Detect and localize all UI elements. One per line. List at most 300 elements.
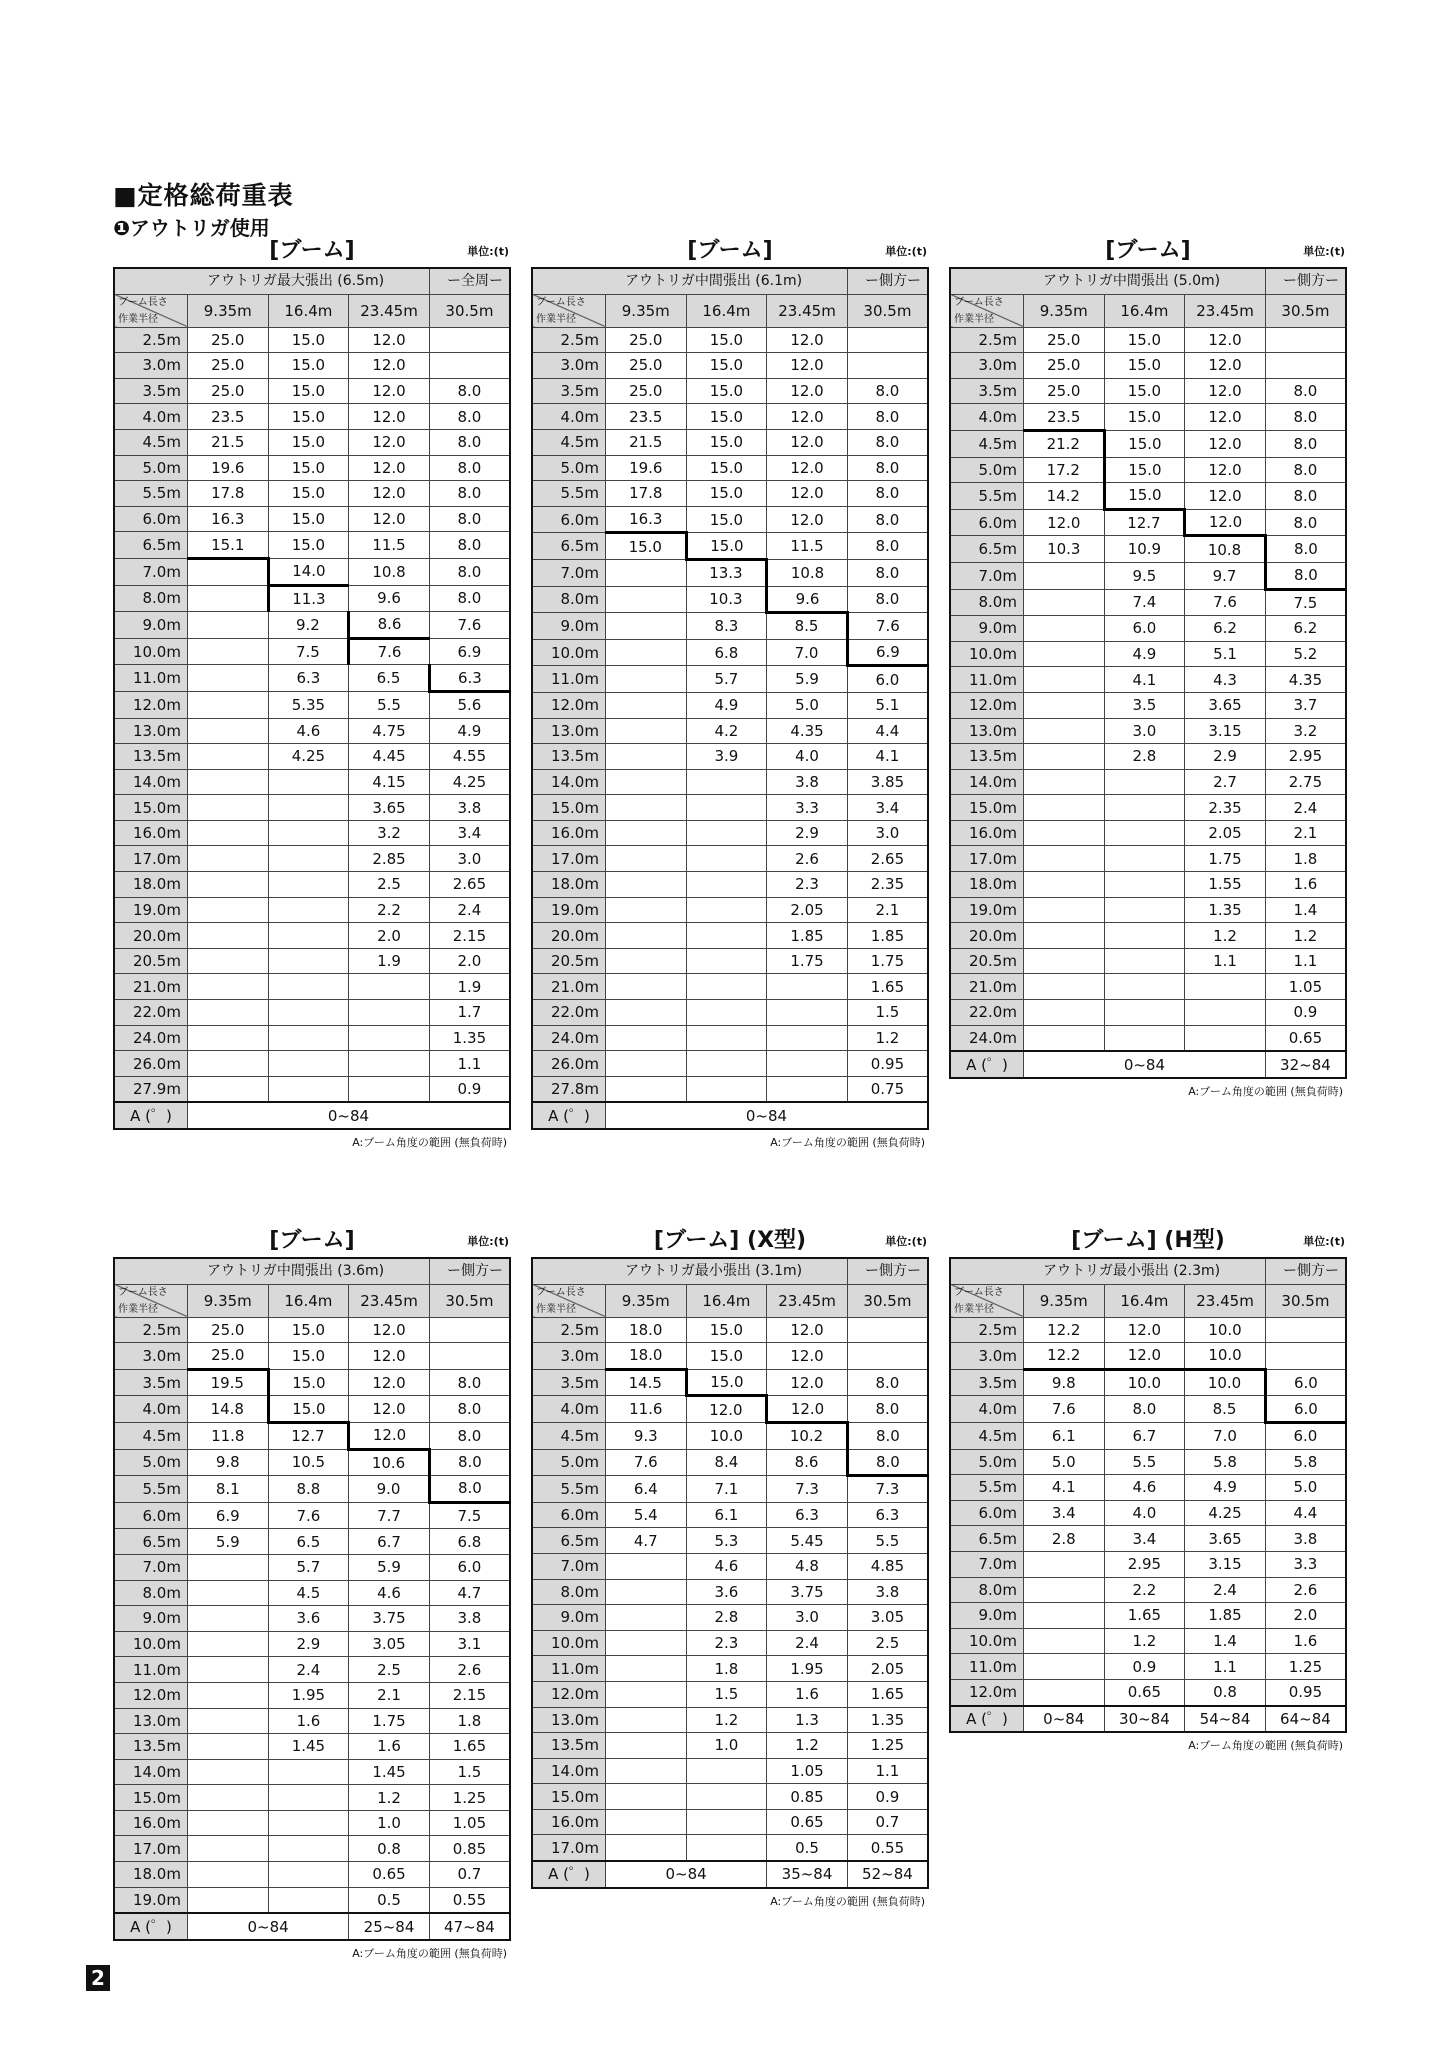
load-cell: 8.0 [1265,430,1346,457]
radius-cell: 22.0m [950,1000,1023,1026]
table-row [114,612,510,639]
table-row [114,1708,510,1734]
radius-cell: 3.5m [114,378,187,404]
load-cell: 15.0 [1104,353,1185,379]
radius-cell: 2.5m [950,1317,1023,1343]
load-cell: 7.0 [1185,1422,1266,1449]
load-table [531,1257,929,1889]
load-cell [349,1051,430,1077]
radius-cell: 19.0m [114,1887,187,1913]
table-row [950,641,1346,667]
load-cell: 1.75 [349,1708,430,1734]
load-cell: 1.85 [767,923,848,949]
radius-cell: 4.0m [532,404,605,430]
boom-length-header: 30.5m [1265,294,1346,327]
load-cell [605,639,686,666]
load-cell [847,1343,928,1370]
table-row [532,1051,928,1077]
table-row [114,353,510,379]
load-table-block-min-3.1m-x [531,1228,929,1909]
table-row [950,1603,1346,1629]
load-cell: 10.8 [1185,536,1266,563]
radius-cell: 4.0m [950,1396,1023,1423]
load-cell: 8.0 [847,404,928,430]
table-row [950,353,1346,379]
load-cell [686,1784,767,1810]
load-cell: 1.45 [268,1734,349,1760]
load-cell: 3.3 [767,795,848,821]
table-row [532,481,928,507]
load-cell: 4.0 [1104,1500,1185,1526]
load-cell [1023,872,1104,898]
radius-cell: 7.0m [532,559,605,586]
load-cell: 4.45 [349,744,430,770]
load-cell: 6.5 [349,665,430,692]
radius-cell: 2.5m [532,327,605,353]
load-cell: 3.05 [847,1605,928,1631]
load-cell: 0.85 [767,1784,848,1810]
load-cell [605,846,686,872]
load-cell: 2.5 [349,872,430,898]
angle-note: A:ブーム角度の範囲 (無負荷時) [352,1946,507,1960]
load-cell: 15.0 [686,455,767,481]
load-cell: 5.5 [847,1528,928,1554]
load-cell: 14.5 [605,1369,686,1396]
load-cell: 2.2 [1104,1577,1185,1603]
radius-cell: 13.0m [532,1707,605,1733]
load-cell: 1.2 [767,1733,848,1759]
load-cell: 7.6 [429,612,510,639]
load-cell: 0.9 [847,1784,928,1810]
load-cell: 6.7 [349,1529,430,1555]
load-cell: 12.0 [1104,1343,1185,1370]
unit-label: 単位:(t) [467,1235,509,1248]
load-cell: 3.0 [767,1605,848,1631]
load-cell: 25.0 [187,327,268,353]
load-cell: 15.0 [268,1343,349,1370]
load-cell: 15.0 [686,481,767,507]
radius-cell: 6.0m [114,506,187,532]
load-cell: 2.1 [1265,820,1346,846]
radius-cell: 3.0m [950,353,1023,379]
load-cell: 8.0 [429,1449,510,1476]
radius-cell: 3.0m [950,1343,1023,1370]
load-cell: 0.9 [1265,1000,1346,1026]
table-row [114,1025,510,1051]
load-cell: 10.0 [1185,1369,1266,1396]
load-cell [605,1656,686,1682]
table-row [114,1862,510,1888]
load-cell: 0.9 [429,1076,510,1102]
load-cell: 10.0 [1185,1317,1266,1343]
load-cell [187,585,268,612]
load-cell [605,1758,686,1784]
load-cell: 15.0 [268,506,349,532]
load-cell: 1.1 [1185,948,1266,974]
angle-note: A:ブーム角度の範囲 (無負荷時) [1188,1084,1343,1098]
load-cell: 1.35 [1185,897,1266,923]
load-cell [767,1076,848,1102]
load-cell: 12.0 [349,404,430,430]
table-row [114,974,510,1000]
radius-cell: 9.0m [114,1606,187,1632]
load-cell: 19.6 [605,455,686,481]
load-cell: 10.3 [686,586,767,613]
radius-cell: 7.0m [950,1551,1023,1577]
load-cell: 4.15 [349,769,430,795]
load-cell: 12.0 [686,1396,767,1423]
load-cell: 12.0 [349,429,430,455]
load-table [949,267,1347,1079]
load-cell: 3.2 [349,820,430,846]
load-cell [268,872,349,898]
load-cell: 5.7 [686,666,767,693]
load-cell: 8.3 [686,613,767,640]
load-cell: 15.0 [686,1343,767,1370]
table-row [950,1679,1346,1705]
load-cell: 6.3 [429,665,510,692]
radius-cell: 4.0m [114,404,187,430]
load-cell: 2.1 [847,897,928,923]
load-cell: 6.8 [686,639,767,666]
load-cell [349,1000,430,1026]
load-cell [187,1785,268,1811]
angle-range-cell: 0~84 [187,1913,348,1940]
boom-length-header: 16.4m [686,1284,767,1317]
load-cell: 1.4 [1265,897,1346,923]
table-row [532,795,928,821]
table-row [950,1422,1346,1449]
header-outrigger-row [532,1258,928,1284]
load-cell: 3.65 [1185,1526,1266,1552]
table-row [532,378,928,404]
load-cell: 12.0 [767,429,848,455]
load-cell [767,1000,848,1026]
radius-cell: 27.8m [532,1076,605,1102]
load-cell [605,923,686,949]
load-cell: 1.85 [1185,1603,1266,1629]
load-cell: 12.0 [349,506,430,532]
load-cell [268,1810,349,1836]
radius-cell: 20.5m [950,948,1023,974]
boom-title: [ブーム] (X型) [653,1228,807,1253]
load-cell: 4.75 [349,718,430,744]
angle-row [532,1102,928,1129]
load-cell [605,666,686,693]
table-row [950,769,1346,795]
load-cell: 14.0 [268,558,349,585]
load-cell [686,897,767,923]
load-cell [187,558,268,585]
load-cell: 4.6 [686,1553,767,1579]
corner-cell [532,1284,605,1317]
load-cell: 15.0 [268,404,349,430]
load-cell: 4.1 [1023,1475,1104,1501]
angle-row [532,1861,928,1888]
table-row [532,327,928,353]
load-cell: 12.7 [268,1422,349,1449]
radius-cell: 24.0m [950,1025,1023,1051]
load-table-block-mid-3.6m [113,1228,511,1961]
load-cell [187,872,268,898]
load-cell: 25.0 [187,378,268,404]
load-cell [605,1076,686,1102]
radius-cell: 2.5m [532,1317,605,1343]
section-title: ❶アウトリガ使用 [113,216,270,240]
load-cell: 2.0 [1265,1603,1346,1629]
load-cell [268,1025,349,1051]
radius-cell: 17.0m [114,1836,187,1862]
load-cell [686,846,767,872]
table-row [532,429,928,455]
load-cell: 14.2 [1023,483,1104,510]
load-cell [605,795,686,821]
table-row [114,897,510,923]
radius-cell: 17.0m [950,846,1023,872]
radius-cell: 8.0m [114,1580,187,1606]
load-cell: 1.75 [1185,846,1266,872]
load-cell: 25.0 [605,327,686,353]
load-cell: 8.0 [429,1422,510,1449]
load-cell: 7.3 [847,1476,928,1503]
load-cell: 7.3 [767,1476,848,1503]
load-cell: 4.9 [1185,1475,1266,1501]
load-cell [1104,974,1185,1000]
load-cell: 1.5 [686,1681,767,1707]
load-cell: 0.75 [847,1076,928,1102]
table-row [950,1343,1346,1370]
radius-cell: 6.0m [114,1502,187,1529]
table-row [114,455,510,481]
load-cell: 5.2 [1265,641,1346,667]
load-cell [1265,353,1346,379]
radius-cell: 13.5m [114,1734,187,1760]
load-cell: 10.5 [268,1449,349,1476]
load-cell: 5.0 [1265,1475,1346,1501]
table-row [114,769,510,795]
header-outrigger-row [114,268,510,294]
load-cell: 12.0 [767,1317,848,1343]
direction-label: ー側方ー [847,1258,928,1284]
load-cell: 8.0 [429,378,510,404]
outrigger-label: アウトリガ中間張出 (5.0m) [950,268,1265,294]
load-cell: 2.2 [349,897,430,923]
load-cell [187,665,268,692]
load-cell: 18.0 [605,1317,686,1343]
radius-cell: 9.0m [950,1603,1023,1629]
radius-cell: 16.0m [114,820,187,846]
boom-length-header: 30.5m [847,294,928,327]
radius-cell: 21.0m [114,974,187,1000]
load-cell [268,769,349,795]
load-cell: 5.7 [268,1554,349,1580]
load-cell [268,948,349,974]
table-row [532,1758,928,1784]
load-cell: 8.0 [847,1422,928,1449]
load-cell [1104,769,1185,795]
load-cell: 15.0 [686,353,767,379]
table-row [532,897,928,923]
load-cell: 1.05 [429,1810,510,1836]
load-cell: 1.2 [686,1707,767,1733]
boom-length-label: ブーム長さ [118,296,168,308]
load-cell [349,1025,430,1051]
load-cell: 2.4 [1265,795,1346,821]
load-cell [847,327,928,353]
load-cell [187,974,268,1000]
load-cell: 8.0 [847,1449,928,1476]
load-cell: 7.4 [1104,589,1185,616]
load-cell: 2.7 [1185,769,1266,795]
table-row [532,974,928,1000]
load-cell: 3.75 [767,1579,848,1605]
load-cell [1023,795,1104,821]
load-cell [605,1707,686,1733]
outrigger-label: アウトリガ最大張出 (6.5m) [114,268,429,294]
load-cell: 19.5 [187,1369,268,1396]
load-cell: 4.9 [429,718,510,744]
table-row [950,1654,1346,1680]
header-boom-row [950,1284,1346,1317]
load-cell [767,974,848,1000]
header-boom-row [114,294,510,327]
load-cell: 8.0 [429,455,510,481]
load-cell: 8.0 [1265,562,1346,589]
table-row [532,846,928,872]
load-cell: 1.5 [429,1759,510,1785]
load-cell: 25.0 [187,1343,268,1370]
load-cell: 2.9 [767,820,848,846]
radius-cell: 18.0m [114,872,187,898]
table-row [950,846,1346,872]
load-cell: 25.0 [1023,378,1104,404]
load-cell: 12.0 [1185,404,1266,431]
radius-cell: 11.0m [114,1657,187,1683]
corner-cell [950,294,1023,327]
load-cell: 3.0 [847,820,928,846]
load-cell: 9.2 [268,612,349,639]
table-row [532,1605,928,1631]
load-cell: 1.55 [1185,872,1266,898]
load-cell [767,1051,848,1077]
load-cell [605,559,686,586]
load-cell [605,613,686,640]
header-boom-row [114,1284,510,1317]
load-cell: 10.6 [349,1449,430,1476]
table-row [114,585,510,612]
load-cell: 1.1 [847,1758,928,1784]
unit-label: 単位:(t) [885,245,927,258]
table-row [950,667,1346,693]
load-cell: 7.6 [1185,589,1266,616]
load-cell: 5.5 [349,691,430,718]
radius-cell: 6.0m [950,1500,1023,1526]
load-cell [187,718,268,744]
radius-cell: 12.0m [950,692,1023,718]
load-cell: 12.2 [1023,1317,1104,1343]
boom-length-label: ブーム長さ [118,1286,168,1298]
boom-length-label: ブーム長さ [954,1286,1004,1298]
table-row [114,691,510,718]
load-cell [187,923,268,949]
load-cell: 8.0 [1265,483,1346,510]
load-table [113,1257,511,1941]
load-cell: 3.05 [349,1631,430,1657]
table-row [114,378,510,404]
load-cell: 0.55 [429,1887,510,1913]
load-cell [1023,948,1104,974]
load-cell: 2.5 [847,1630,928,1656]
load-cell: 8.0 [847,1369,928,1396]
load-cell: 8.8 [268,1476,349,1503]
load-cell: 10.0 [686,1422,767,1449]
load-cell: 12.0 [349,353,430,379]
table-row [532,1707,928,1733]
table-row [950,744,1346,770]
load-cell: 2.65 [429,872,510,898]
radius-cell: 6.0m [532,1502,605,1528]
load-cell [187,691,268,718]
load-cell [605,1025,686,1051]
load-cell: 3.8 [767,769,848,795]
table-row [532,639,928,666]
radius-cell: 5.5m [950,1475,1023,1501]
load-cell [686,1051,767,1077]
corner-cell [950,1284,1023,1317]
table-row [114,327,510,353]
load-cell: 12.0 [349,455,430,481]
load-cell: 7.6 [349,638,430,665]
radius-cell: 17.0m [532,846,605,872]
radius-cell: 16.0m [950,820,1023,846]
load-cell: 8.5 [1185,1396,1266,1423]
angle-note: A:ブーム角度の範囲 (無負荷時) [352,1136,507,1149]
load-cell: 1.25 [429,1785,510,1811]
table-row [532,559,928,586]
load-cell: 15.0 [686,1317,767,1343]
table-row [114,1529,510,1555]
load-cell: 3.85 [847,769,928,795]
table-row [114,1734,510,1760]
load-cell: 15.0 [1104,327,1185,353]
load-cell: 5.4 [605,1502,686,1528]
table-row [532,1476,928,1503]
radius-cell: 11.0m [950,1654,1023,1680]
radius-cell: 14.0m [532,1758,605,1784]
radius-cell: 7.0m [532,1553,605,1579]
radius-cell: 21.0m [950,974,1023,1000]
load-cell: 7.5 [268,638,349,665]
table-row [532,1076,928,1102]
radius-cell: 6.5m [114,1529,187,1555]
table-row [950,1475,1346,1501]
load-cell: 8.0 [429,506,510,532]
table-row [950,562,1346,589]
load-cell [605,744,686,770]
table-row [532,666,928,693]
load-cell: 0.95 [1265,1679,1346,1705]
table-row [532,404,928,430]
load-cell: 15.0 [686,327,767,353]
radius-cell: 8.0m [950,1577,1023,1603]
load-cell [268,1051,349,1077]
table-row [532,692,928,718]
table-row [532,1630,928,1656]
load-cell: 23.5 [605,404,686,430]
load-cell: 25.0 [605,353,686,379]
table-row [950,327,1346,353]
header-outrigger-row [950,1258,1346,1284]
